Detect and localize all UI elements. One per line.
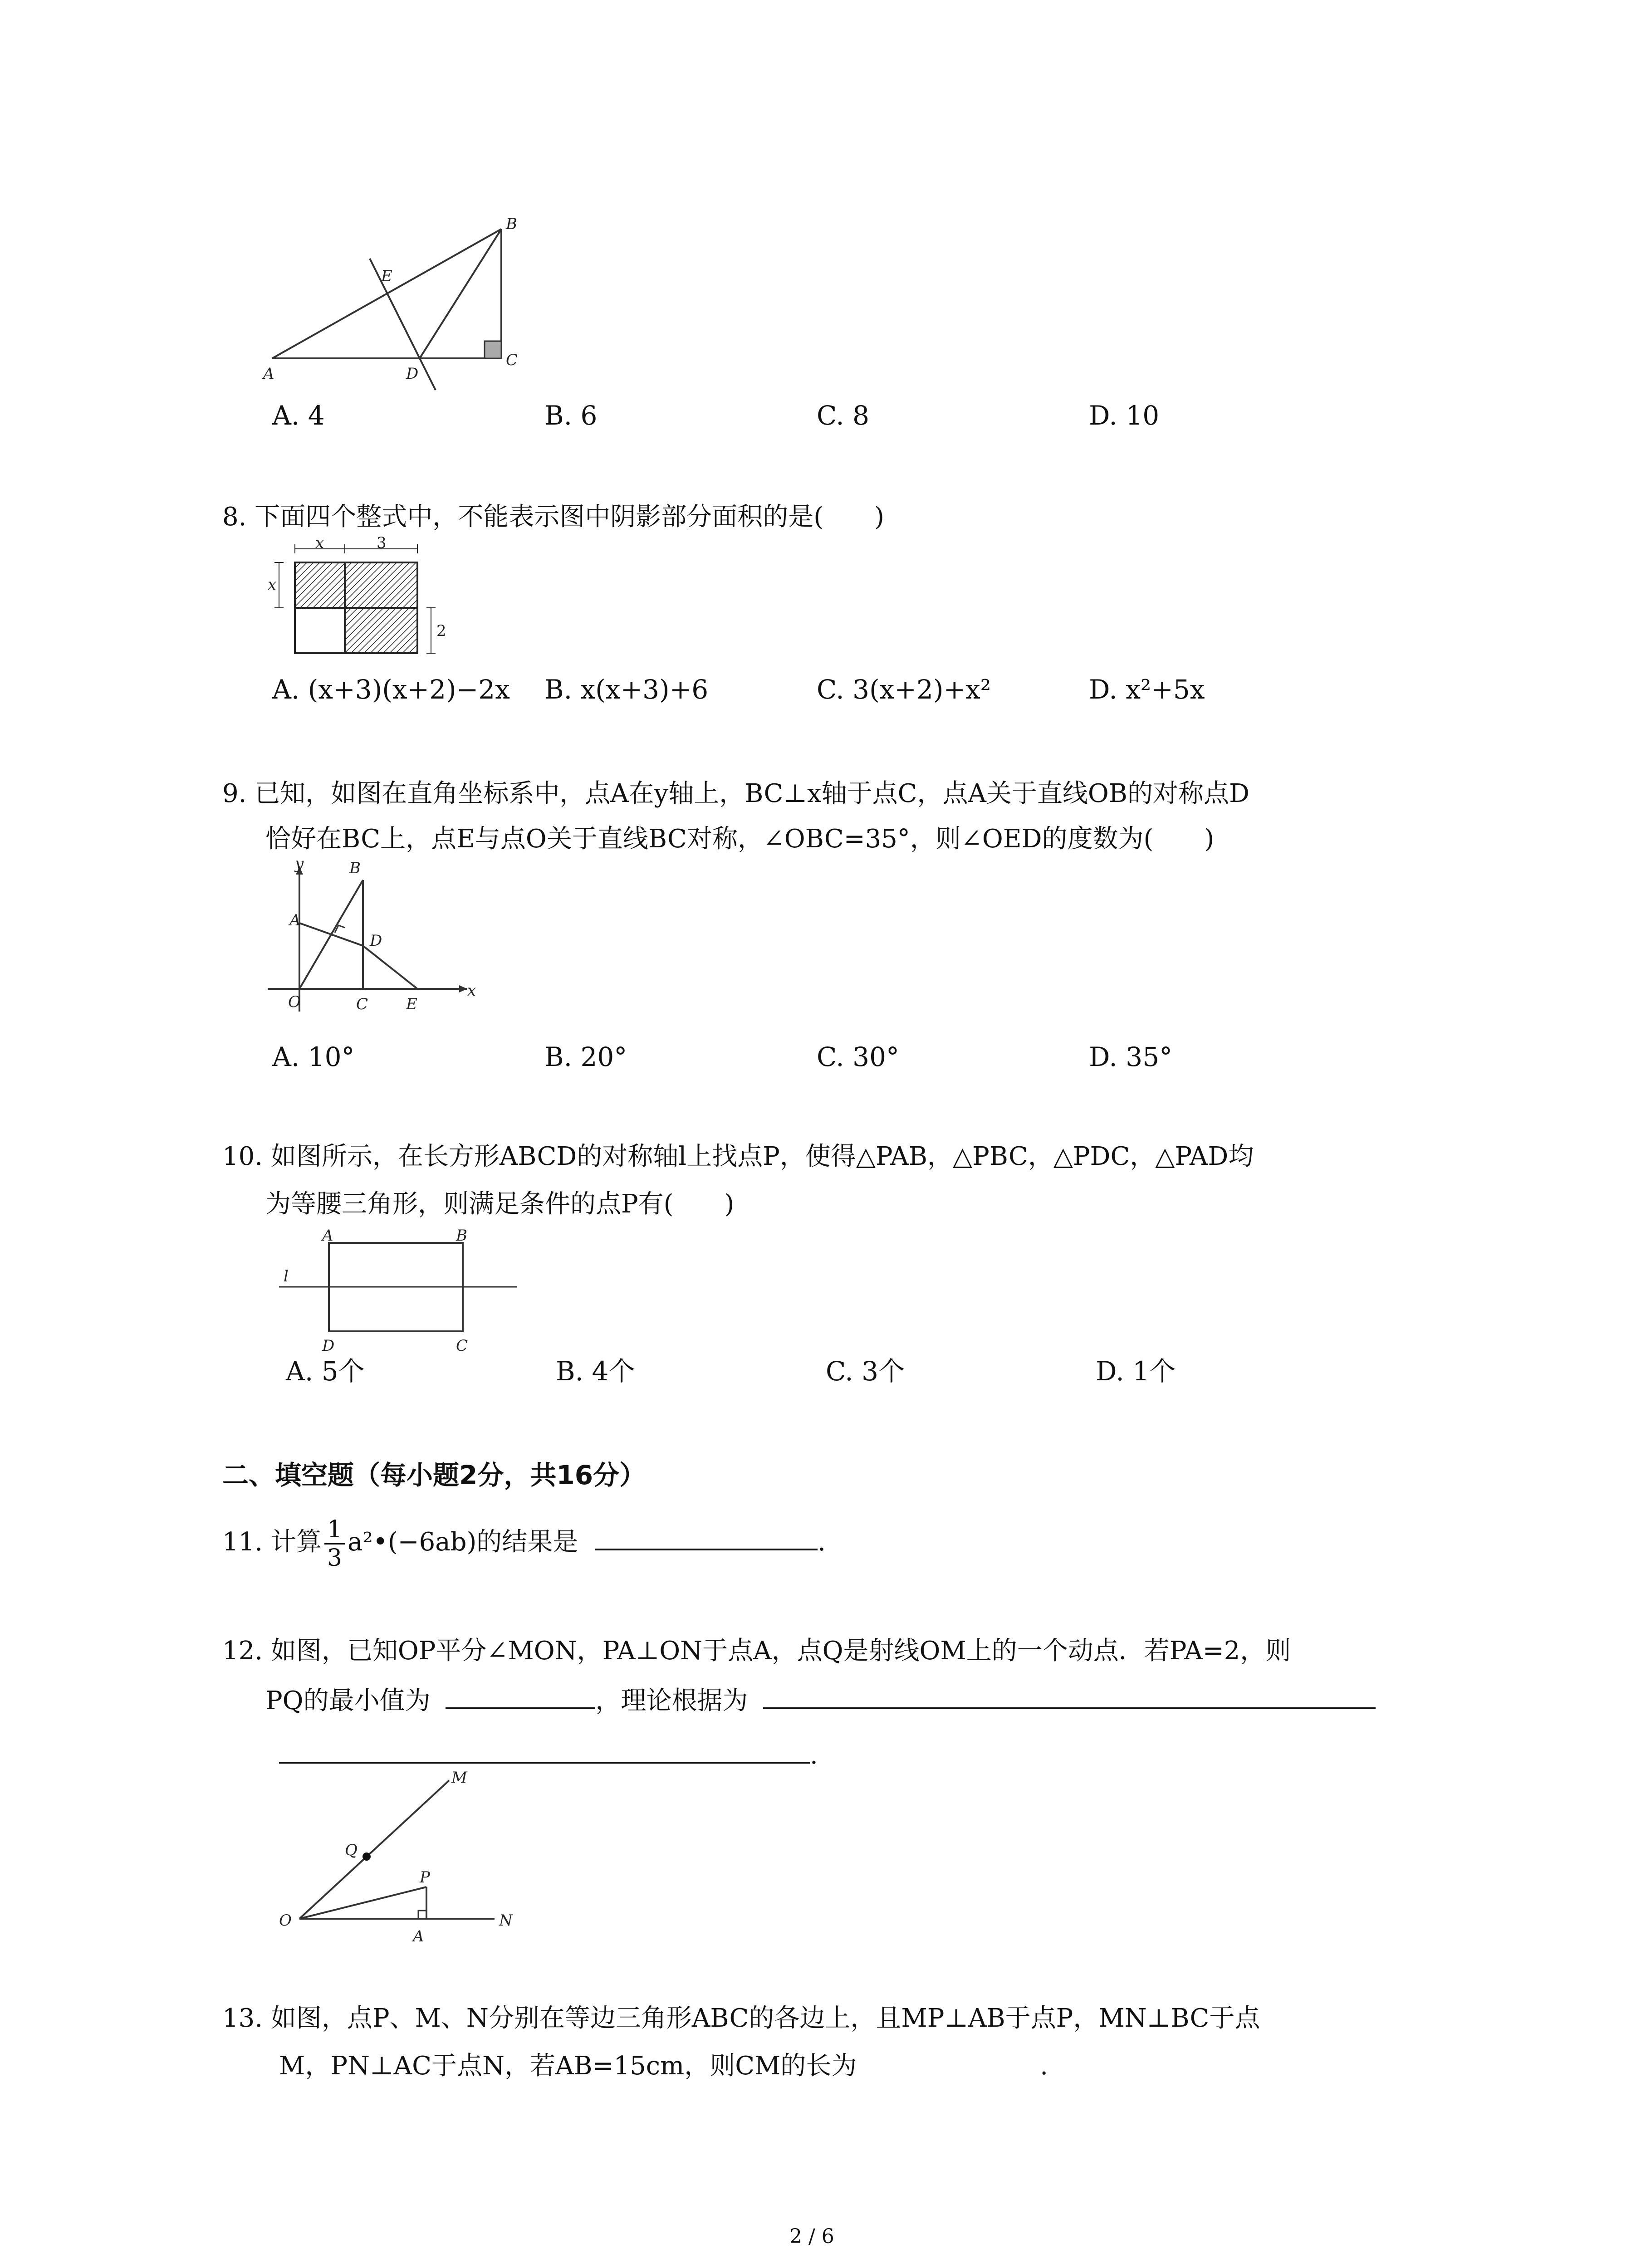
q10-label-b: B [456,1227,467,1245]
q13-line2 [279,2043,1048,2089]
q11-end: . [818,1527,826,1557]
q10-option-d: D. 1个 [1096,1356,1176,1387]
q7-label-a: A [263,365,274,383]
q12-answer-blank-3[interactable] [279,1762,810,1764]
q9-line2: 恰好在BC上，点E与点O关于直线BC对称，∠OBC=35°，则∠OED的度数为( ) [265,824,1215,854]
q13-answer-blank[interactable] [872,2072,1040,2074]
q7-label-c: C [506,351,518,369]
q12-line2 [265,1678,1376,1724]
q9-figure [254,857,481,1025]
q10-option-c: C. 3个 [826,1356,905,1387]
q13-line1: 13. 如图，点P、M、N分别在等边三角形ABC的各边上，且MP⊥AB于点P，MN⊥BC于点 [222,2004,1260,2033]
q8-text: 8. 下面四个整式中，不能表示图中阴影部分面积的是( ) [222,502,884,532]
q9-label-d: D [370,932,382,950]
q7-label-e: E [381,267,392,285]
q9-option-b: B. 20° [544,1041,627,1072]
q9-option-a: A. 10° [272,1041,355,1072]
q7-option-a: A. 4 [272,400,325,431]
q12-label-n: N [499,1911,513,1930]
q9-option-c: C. 30° [817,1041,899,1072]
q12-answer-blank-1[interactable] [446,1707,595,1709]
q7-label-d: D [406,365,419,383]
q10-label-d: D [322,1337,335,1355]
q12-line2a: PQ的最小值为 [265,1686,431,1716]
q13-end: . [1040,2051,1048,2081]
q10-option-b: B. 4个 [556,1356,635,1387]
q8-figure [263,535,463,667]
q7-option-c: C. 8 [817,400,870,431]
q9-option-d: D. 35° [1089,1041,1173,1072]
q11-line [222,1510,826,1574]
q13-line2-text: M，PN⊥AC于点N，若AB=15cm，则CM的长为 [279,2051,857,2081]
q11-fraction [324,1516,345,1572]
q11-answer-blank[interactable] [595,1549,818,1550]
q8-label-three: 3 [377,535,387,552]
q10-option-a: A. 5个 [286,1356,365,1387]
q8-option-d: D. x²+5x [1089,674,1205,705]
q7-figure [254,209,563,399]
q12-line1: 12. 如图，已知OP平分∠MON，PA⊥ON于点A，点Q是射线OM上的一个动点．若PA=2，则 [222,1636,1291,1666]
q9-label-c: C [356,995,368,1013]
q12-label-o: O [279,1911,292,1930]
q8-label-x-left: x [268,576,277,594]
q9-label-y: y [295,857,304,873]
q12-label-p: P [420,1868,430,1887]
q8-label-two: 2 [436,622,446,640]
q7-option-d: D. 10 [1089,400,1160,431]
q11-frac-num: 1 [324,1516,345,1545]
q12-label-a: A [413,1927,424,1945]
q10-label-a: A [322,1227,333,1245]
q9-label-a: A [289,911,301,929]
q7-label-b: B [506,215,517,233]
q10-line2: 为等腰三角形，则满足条件的点P有( ) [265,1189,735,1219]
q11-suffix: a²•(−6ab)的结果是 [347,1527,578,1557]
q8-option-a: A. (x+3)(x+2)−2x [272,674,510,705]
q12-answer-blank-2[interactable] [763,1707,1376,1709]
page-number: 2 / 6 [789,2225,834,2248]
q12-end: . [810,1740,818,1770]
q9-line1: 9. 已知，如图在直角坐标系中，点A在y轴上，BC⊥x轴于点C，点A关于直线OB的对称点D [222,779,1249,808]
q11-prefix: 11. 计算 [222,1527,322,1557]
q10-line1: 10. 如图所示，在长方形ABCD的对称轴l上找点P，使得△PAB，△PBC，△PDC，△PAD均 [222,1142,1254,1171]
q9-label-x: x [467,982,476,1000]
q10-figure [272,1225,526,1356]
q8-label-x-top: x [315,535,324,552]
q10-label-l: l [284,1267,289,1286]
q12-figure [272,1765,554,1955]
q9-label-o: O [288,993,301,1011]
section2-title: 二、填空题（每小题2分，共16分） [222,1460,646,1491]
q12-line2b: ，理论根据为 [595,1686,748,1716]
q11-frac-den: 3 [327,1545,342,1572]
q8-option-c: C. 3(x+2)+x² [817,674,991,705]
q7-option-b: B. 6 [544,400,598,431]
q8-option-b: B. x(x+3)+6 [544,674,709,705]
q9-label-e: E [406,995,417,1013]
q10-label-c: C [456,1337,468,1355]
q12-label-m: M [451,1769,467,1787]
q9-label-b: B [349,859,361,877]
q12-label-q: Q [345,1841,358,1859]
